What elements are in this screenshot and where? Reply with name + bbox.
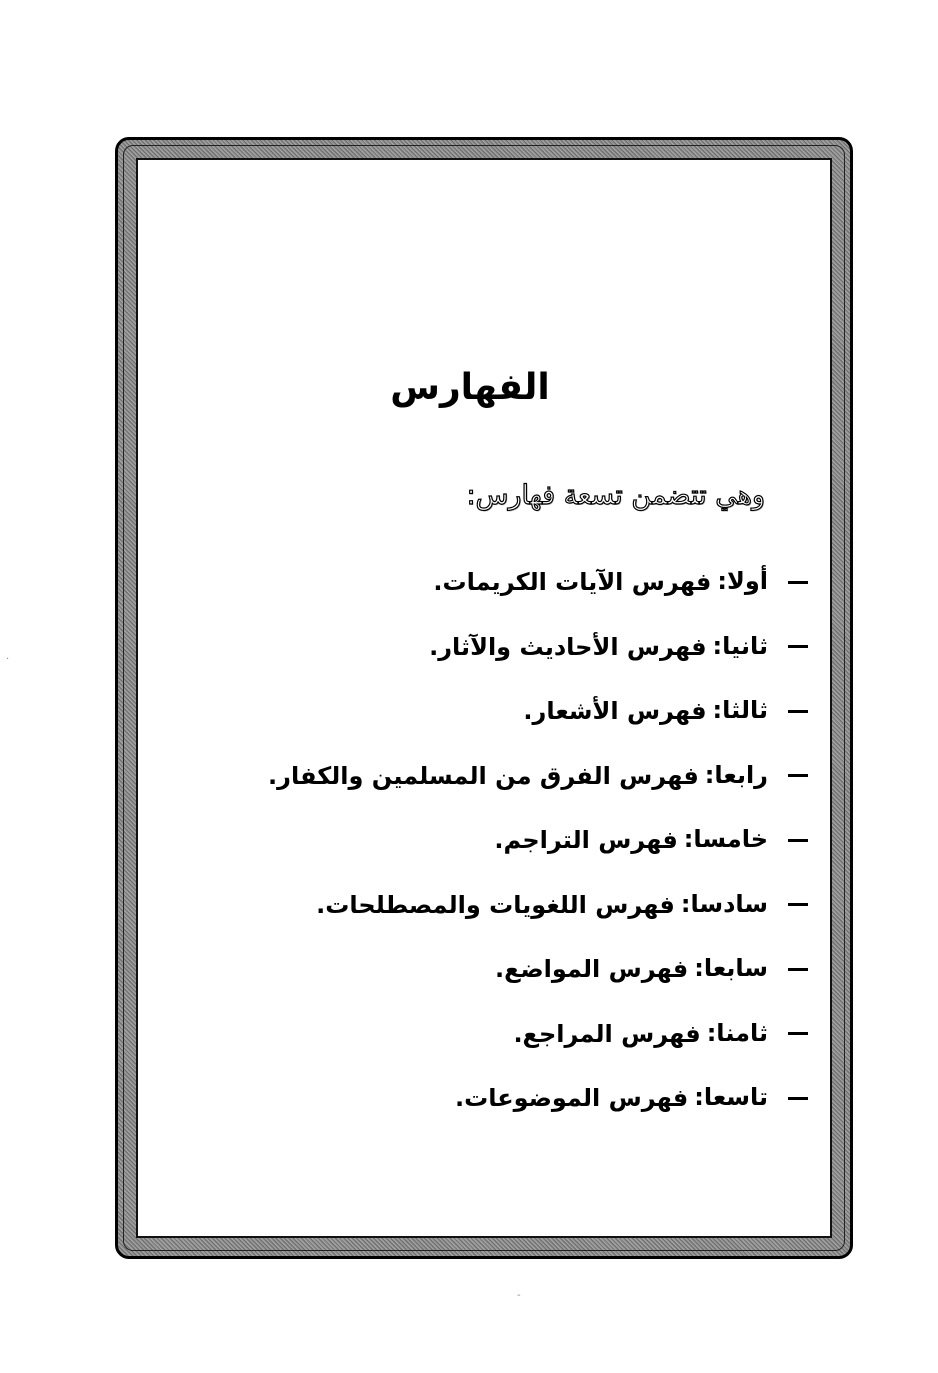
dash-bullet	[788, 1032, 808, 1035]
item-label: ثامنا:	[706, 1018, 768, 1047]
list-item	[268, 744, 808, 809]
item-label: ثالثا:	[712, 696, 768, 725]
dash-bullet	[788, 1097, 808, 1100]
dash-bullet	[788, 968, 808, 971]
item-text: فهرس اللغويات والمصطلحات.	[316, 890, 675, 919]
dash-bullet	[788, 645, 808, 648]
dash-bullet	[788, 581, 808, 584]
list-item	[288, 808, 808, 873]
item-label: سادسا:	[680, 889, 768, 918]
list-item	[288, 1002, 808, 1067]
page-title: الفهارس	[390, 367, 550, 409]
scan-mark-left: ·	[6, 654, 10, 665]
scan-mark-bottom: -	[517, 1290, 521, 1301]
item-text: فهرس الأشعار.	[523, 697, 707, 726]
item-text: فهرس الآيات الكريمات.	[433, 568, 712, 597]
list-item	[288, 615, 808, 680]
item-text: فهرس المواضع.	[494, 955, 689, 984]
index-list	[268, 550, 808, 1131]
item-label: تاسعا:	[694, 1083, 768, 1112]
item-label: رابعا:	[704, 760, 768, 789]
list-item	[288, 873, 808, 938]
item-label: ثانيا:	[712, 631, 768, 660]
dash-bullet	[788, 774, 808, 777]
list-item	[288, 679, 808, 744]
item-label: خامسا:	[683, 825, 768, 854]
list-item	[288, 550, 808, 615]
intro-text: وهي تتضمن تسعة فهارس:	[466, 480, 765, 511]
item-text: فهرس التراجم.	[494, 826, 678, 855]
dash-bullet	[788, 903, 808, 906]
item-text: فهرس الموضوعات.	[455, 1084, 689, 1113]
dash-bullet	[788, 710, 808, 713]
item-text: فهرس الفرق من المسلمين والكفار.	[268, 761, 699, 790]
item-text: فهرس الأحاديث والآثار.	[429, 632, 707, 661]
item-label: سابعا:	[694, 954, 768, 983]
item-label: أولا:	[717, 567, 768, 596]
item-text: فهرس المراجع.	[513, 1019, 701, 1048]
list-item	[288, 937, 808, 1002]
dash-bullet	[788, 839, 808, 842]
list-item	[288, 1066, 808, 1131]
